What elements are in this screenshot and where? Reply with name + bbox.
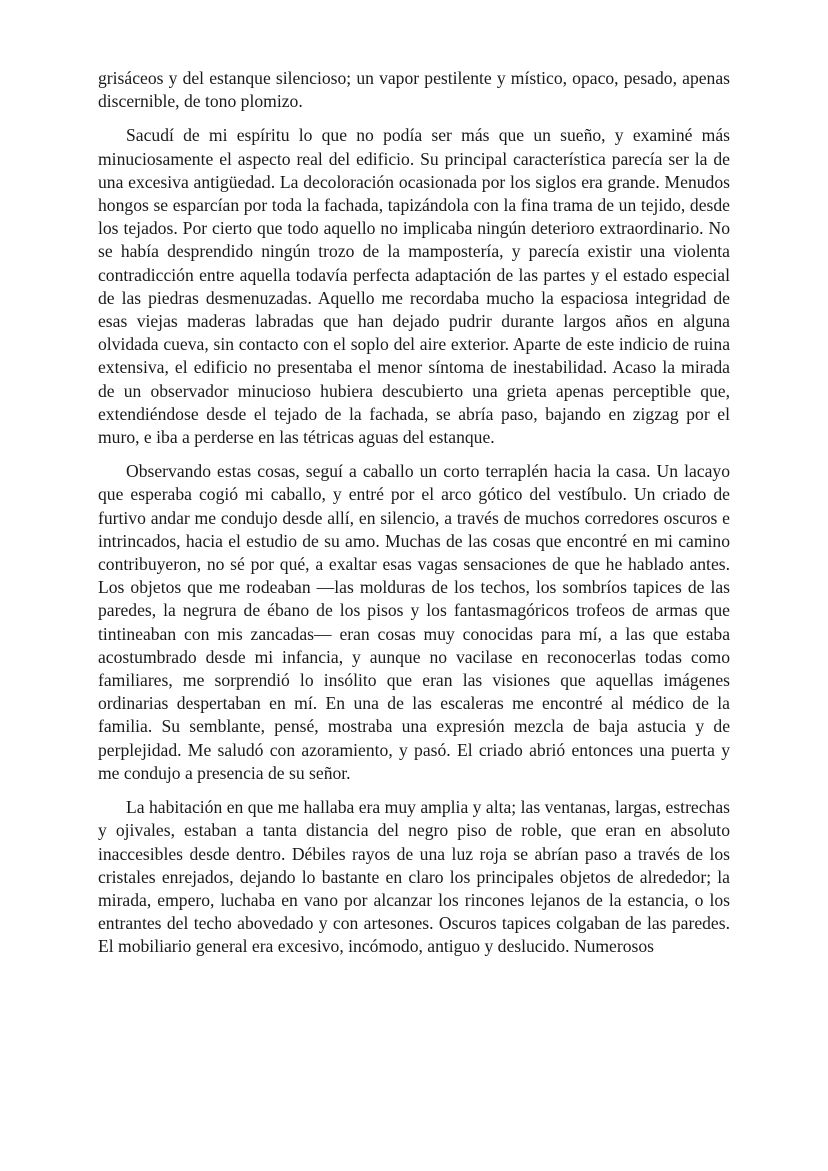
paragraph-1: grisáceos y del estanque silencioso; un vapor pestilente y místico, opaco, pesado, apenas discernible, de tono plomizo.: [98, 68, 730, 112]
paragraph-2: Sacudí de mi espíritu lo que no podía ser más que un sueño, y examiné más minuciosamente el aspecto real del edificio. Su principal característica parecía ser la de una excesiva antigüedad. La decoloración ocasionada por los siglos era grande. Menudos hongos se esparcían por toda la fachada, tapizándola con la fina trama de un tejido, desde los tejados. Por cierto que todo aquello no implicaba ningún deterioro extraordinario. No se había desprendido ningún trozo de la mampostería, y parecía existir una violenta contradicción entre aquella todavía perfecta adaptación de las partes y el estado especial de las piedras desmenuzadas. Aquello me recordaba mucho la espaciosa integridad de esas viejas maderas labradas que han dejado pudrir durante largos años en alguna olvidada cueva, sin contacto con el soplo del aire exterior. Aparte de este indicio de ruina extensiva, el edificio no presentaba el menor síntoma de inestabilidad. Acaso la mirada de un observador minucioso hubiera descubierto una grieta apenas perceptible que, extendiéndose desde el tejado de la fachada, se abría paso, bajando en zigzag por el muro, e iba a perderse en las tétricas aguas del estanque.: [98, 125, 730, 448]
document-page: [98, 67, 730, 970]
paragraph-3: Observando estas cosas, seguí a caballo un corto terraplén hacia la casa. Un lacayo que esperaba cogió mi caballo, y entré por el arco gótico del vestíbulo. Un criado de furtivo andar me condujo desde allí, en silencio, a través de muchos corredores oscuros e intrincados, hacia el estudio de su amo. Muchas de las cosas que encontré en mi camino contribuyeron, no sé por qué, a exaltar esas vagas sensaciones de que he hablado antes. Los objetos que me rodeaban —las molduras de los techos, los sombríos tapices de las paredes, la negrura de ébano de los pisos y los fantasmagóricos trofeos de armas que tintineaban con mis zancadas— eran cosas muy conocidas para mí, a las que estaba acostumbrado desde mi infancia, y aunque no vacilase en reconocerlas todas como familiares, me sorprendió lo insólito que eran las visiones que aquellas imágenes ordinarias despertaban en mí. En una de las escaleras me encontré al médico de la familia. Su semblante, pensé, mostraba una expresión mezcla de baja astucia y de perplejidad. Me saludó con azoramiento, y pasó. El criado abrió entonces una puerta y me condujo a presencia de su señor.: [98, 461, 730, 783]
paragraph-4: La habitación en que me hallaba era muy amplia y alta; las ventanas, largas, estrechas y ojivales, estaban a tanta distancia del negro piso de roble, que eran en absoluto inaccesibles desde dentro. Débiles rayos de una luz roja se abrían paso a través de los cristales enrejados, dejando lo bastante en claro los principales objetos de alrededor; la mirada, empero, luchaba en vano por alcanzar los rincones lejanos de la estancia, o los entrantes del techo abovedado y con artesones. Oscuros tapices colgaban de las paredes. El mobiliario general era excesivo, incómodo, antiguo y deslucido. Numerosos: [98, 797, 730, 957]
